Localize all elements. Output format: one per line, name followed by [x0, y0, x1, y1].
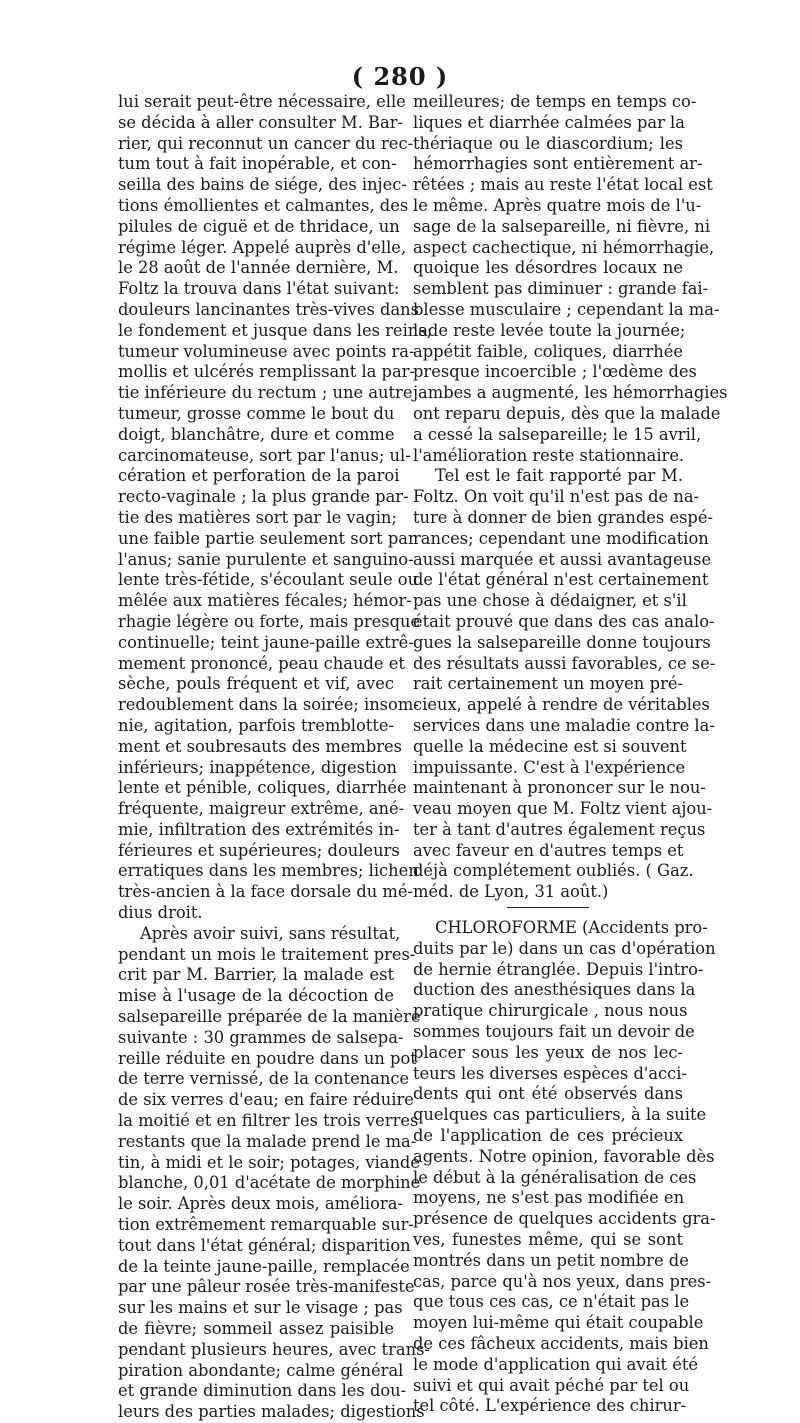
- text-line: ves, funestes même, qui se sont: [413, 1230, 683, 1250]
- text-line: dius droit.: [118, 903, 203, 923]
- text-line: aussi marquée et aussi avantageuse: [413, 549, 712, 569]
- text-line: le même. Après quatre mois de l'u-: [413, 195, 702, 215]
- text-line: ment et soubresauts des membres: [118, 736, 403, 756]
- text-line: rances; cependant une modification: [413, 528, 709, 548]
- text-line: tel côté. L'expérience des chirur-: [413, 1396, 687, 1416]
- text-line: maintenant à prononcer sur le nou-: [413, 778, 706, 798]
- text-line: moyen lui-même qui était coupable: [413, 1313, 704, 1333]
- text-line: que tous ces cas, ce n'était pas le: [413, 1292, 690, 1312]
- text-line: lui serait peut-être nécessaire, elle: [118, 92, 406, 111]
- text-line: mise à l'usage de la décoction de: [118, 986, 394, 1006]
- text-line: blanche, 0,01 d'acétate de morphine: [118, 1173, 421, 1193]
- text-line: redoublement dans la soirée; insom-: [118, 695, 419, 715]
- text-line: le début à la généralisation de ces: [413, 1167, 697, 1187]
- text-line: quoique les désordres locaux ne: [413, 258, 683, 278]
- text-line: pendant plusieurs heures, avec trans-: [118, 1339, 430, 1359]
- text-line: liques et diarrhée calmées par la: [413, 112, 685, 132]
- text-line: pas une chose à dédaigner, et s'il: [413, 591, 687, 611]
- text-line: CHLOROFORME (Accidents pro-: [435, 918, 708, 938]
- text-line: de la teinte jaune-paille, remplacée: [118, 1256, 410, 1276]
- text-line: Tel est le fait rapporté par M.: [435, 466, 683, 486]
- right-column: [413, 92, 728, 1417]
- text-line: de l'état général n'est certainement: [413, 570, 709, 590]
- text-line: tions émollientes et calmantes, des: [118, 195, 409, 215]
- text-line: sage de la salsepareille, ni fièvre, ni: [413, 216, 711, 236]
- text-line: duits par le) dans un cas d'opération: [413, 938, 716, 958]
- text-line: blesse musculaire ; cependant la ma-: [413, 299, 720, 319]
- text-line: de fièvre; sommeil assez paisible: [118, 1319, 394, 1339]
- text-line: régime léger. Appelé auprès d'elle,: [118, 237, 407, 257]
- text-line: aspect cachectique, ni hémorrhagie,: [413, 237, 715, 257]
- text-line: par une pâleur rosée très-manifeste: [118, 1277, 415, 1297]
- text-line: reille réduite en poudre dans un pot: [118, 1048, 417, 1068]
- text-line: le fondement et jusque dans les reins;: [118, 320, 433, 340]
- text-line: tin, à midi et le soir; potages, viande: [118, 1152, 420, 1172]
- text-line: mollis et ulcérés remplissant la par-: [118, 362, 415, 382]
- text-line: suivante : 30 grammes de salsepa-: [118, 1027, 404, 1047]
- text-line: carcinomateuse, sort par l'anus; ul-: [118, 445, 411, 465]
- text-line: se décida à aller consulter M. Bar-: [118, 112, 404, 132]
- text-line: sur les mains et sur le visage ; pas: [118, 1298, 403, 1318]
- text-line: férieures et supérieures; douleurs: [118, 840, 400, 860]
- text-line: leurs des parties malades; digestions: [118, 1402, 425, 1422]
- text-line: tion extrêmement remarquable sur-: [118, 1215, 414, 1235]
- text-line: montrés dans un petit nombre de: [413, 1250, 689, 1270]
- text-line: gues la salsepareille donne toujours: [413, 632, 711, 652]
- text-line: rhagie légère ou forte, mais presque: [118, 611, 421, 631]
- text-line: salsepareille préparée de la manière: [118, 1007, 421, 1027]
- text-line: recto-vaginale ; la plus grande par-: [118, 487, 409, 507]
- text-line: lade reste levée toute la journée;: [413, 320, 686, 340]
- text-line: rier, qui reconnut un cancer du rec-: [118, 133, 414, 153]
- text-line: doigt, blanchâtre, dure et comme: [118, 424, 395, 444]
- text-line: tumeur, grosse comme le bout du: [118, 403, 395, 423]
- text-line: très-ancien à la face dorsale du mé-: [118, 882, 414, 902]
- text-line: cieux, appelé à rendre de véritables: [413, 695, 710, 715]
- text-line: le 28 août de l'année dernière, M.: [118, 258, 399, 278]
- page-number: ( 280 ): [351, 62, 449, 91]
- text-line: thériaque ou le diascordium; les: [413, 133, 683, 153]
- text-line: moyens, ne s'est pas modifiée en: [413, 1188, 685, 1208]
- text-line: sommes toujours fait un devoir de: [413, 1022, 695, 1042]
- text-line: piration abondante; calme général: [118, 1360, 404, 1380]
- text-line: ter à tant d'autres également reçus: [413, 819, 706, 839]
- text-line: douleurs lancinantes très-vives dans: [118, 299, 420, 319]
- text-line: méd. de Lyon, 31 août.): [413, 882, 609, 902]
- text-line: tumeur volumineuse avec points ra-: [118, 341, 415, 361]
- section-divider: [507, 907, 589, 908]
- text-line: et grande diminution dans les dou-: [118, 1381, 407, 1401]
- text-line: de l'application de ces précieux: [413, 1126, 683, 1146]
- text-line: ture à donner de bien grandes espé-: [413, 507, 713, 527]
- text-line: rêtées ; mais au reste l'état local est: [413, 175, 713, 195]
- text-line: lente très-fétide, s'écoulant seule ou: [118, 570, 419, 590]
- text-line: ont reparu depuis, dès que la malade: [413, 403, 721, 423]
- text-line: de six verres d'eau; en faire réduire: [118, 1090, 414, 1110]
- text-line: impuissante. C'est à l'expérience: [413, 757, 686, 777]
- text-line: des résultats aussi favorables, ce se-: [413, 653, 716, 673]
- text-line: le mode d'application qui avait été: [413, 1354, 699, 1374]
- text-line: erratiques dans les membres; lichen: [118, 861, 419, 881]
- text-line: une faible partie seulement sort par: [118, 528, 416, 548]
- text-line: présence de quelques accidents gra-: [413, 1209, 716, 1229]
- text-line: jambes a augmenté, les hémorrhagies: [413, 383, 728, 403]
- text-line: Foltz la trouva dans l'état suivant:: [118, 279, 400, 299]
- text-line: a cessé la salsepareille; le 15 avril,: [413, 424, 702, 444]
- text-line: quelques cas particuliers, à la suite: [413, 1105, 707, 1125]
- text-line: inférieurs; inappétence, digestion: [118, 757, 397, 777]
- text-line: teurs les diverses espèces d'acci-: [413, 1063, 687, 1083]
- text-line: Foltz. On voit qu'il n'est pas de na-: [413, 487, 700, 507]
- text-line: rait certainement un moyen pré-: [413, 674, 683, 694]
- text-line: lente et pénible, coliques, diarrhée: [118, 778, 407, 798]
- text-line: appétit faible, coliques, diarrhée: [413, 341, 683, 361]
- text-line: le soir. Après deux mois, améliora-: [118, 1194, 403, 1214]
- text-line: tout dans l'état général; disparition: [118, 1235, 411, 1255]
- text-line: veau moyen que M. Foltz vient ajou-: [413, 799, 713, 819]
- text-line: suivi et qui avait péché par tel ou: [413, 1375, 690, 1395]
- text-line: placer sous les yeux de nos lec-: [413, 1042, 683, 1062]
- text-line: déjà complétement oubliés. ( Gaz.: [413, 861, 694, 881]
- text-line: quelle la médecine est si souvent: [413, 736, 687, 756]
- text-line: mie, infiltration des extrémités in-: [118, 819, 400, 839]
- text-line: dents qui ont été observés dans: [413, 1084, 683, 1104]
- text-line: crit par M. Barrier, la malade est: [118, 965, 394, 985]
- text-line: pilules de ciguë et de thridace, un: [118, 216, 400, 236]
- chloroforme-article: [413, 918, 716, 1417]
- text-line: hémorrhagies sont entièrement ar-: [413, 154, 703, 174]
- text-line: était prouvé que dans des cas analo-: [413, 611, 715, 631]
- text-line: de terre vernissé, de la contenance: [118, 1069, 410, 1089]
- text-line: la moitié et en filtrer les trois verres: [118, 1111, 419, 1131]
- text-line: services dans une maladie contre la-: [413, 715, 715, 735]
- text-line: de hernie étranglée. Depuis l'intro-: [413, 959, 704, 979]
- text-line: seilla des bains de siége, des injec-: [118, 175, 407, 195]
- text-line: l'anus; sanie purulente et sanguino-: [118, 549, 414, 569]
- text-line: restants que la malade prend le ma-: [118, 1131, 417, 1151]
- text-line: continuelle; teint jaune-paille extrê-: [118, 632, 414, 652]
- text-line: fréquente, maigreur extrême, ané-: [118, 799, 405, 819]
- text-line: l'amélioration reste stationnaire.: [413, 445, 685, 465]
- text-line: duction des anesthésiques dans la: [413, 980, 696, 1000]
- text-line: tum tout à fait inopérable, et con-: [118, 154, 397, 174]
- text-line: mêlée aux matières fécales; hémor-: [118, 591, 412, 611]
- text-line: pendant un mois le traitement pres-: [118, 944, 416, 964]
- right-column-part-1: [413, 92, 728, 903]
- text-line: tie des matières sort par le vagin;: [118, 507, 397, 527]
- text-line: avec faveur en d'autres temps et: [413, 840, 684, 860]
- text-line: mement prononcé, peau chaude et: [118, 653, 405, 673]
- text-line: cas, parce qu'à nos yeux, dans pres-: [413, 1271, 712, 1291]
- text-line: cération et perforation de la paroi: [118, 466, 400, 486]
- text-line: agents. Notre opinion, favorable dès: [413, 1146, 715, 1166]
- text-line: nie, agitation, parfois tremblotte-: [118, 715, 394, 735]
- text-line: sèche, pouls fréquent et vif, avec: [118, 674, 394, 694]
- text-line: pratique chirurgicale , nous nous: [413, 1001, 688, 1021]
- text-line: semblent pas diminuer : grande fai-: [413, 279, 709, 299]
- text-line: de ces fâcheux accidents, mais bien: [413, 1334, 709, 1354]
- left-column: [118, 92, 433, 1423]
- text-line: meilleures; de temps en temps co-: [413, 92, 697, 111]
- text-line: presque incoercible ; l'œdème des: [413, 362, 697, 382]
- text-line: tie inférieure du rectum ; une autre: [118, 383, 413, 403]
- text-line: Après avoir suivi, sans résultat,: [140, 923, 401, 943]
